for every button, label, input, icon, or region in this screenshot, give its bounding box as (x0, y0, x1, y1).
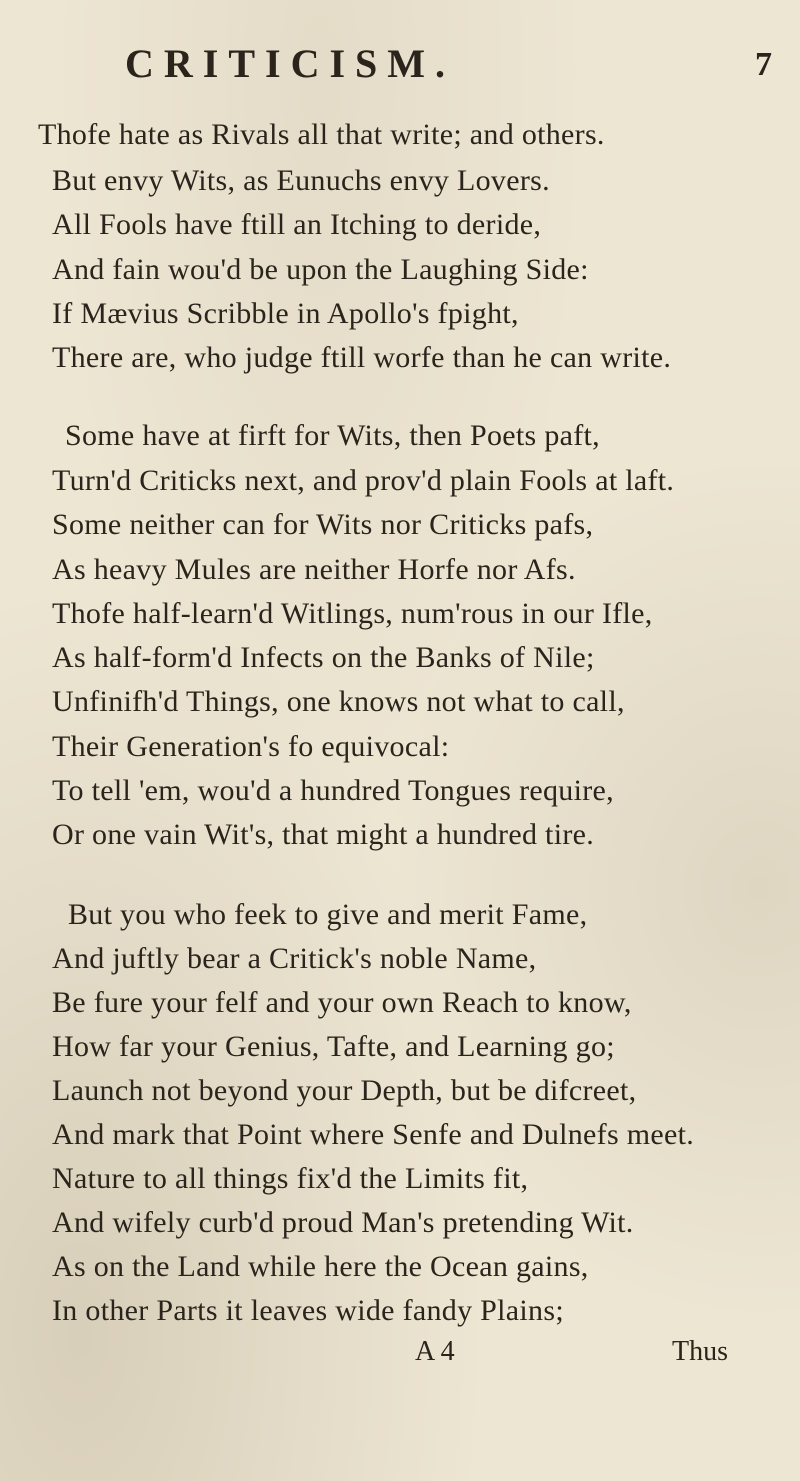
verse-line: Launch not beyond your Depth, but be difcreet, (52, 1074, 637, 1107)
verse-line: And juftly bear a Critick's noble Name, (52, 942, 537, 975)
verse-line: As half-form'd Infects on the Banks of Nile; (52, 641, 595, 674)
verse-line: In other Parts it leaves wide fandy Plains; (52, 1294, 564, 1327)
page-number: 7 (755, 46, 772, 83)
verse-line: As heavy Mules are neither Horfe nor Afs. (52, 553, 576, 586)
verse-line: Turn'd Criticks next, and prov'd plain Fools at laft. (52, 464, 675, 497)
verse-line: There are, who judge ftill worfe than he can write. (52, 341, 672, 374)
verse-line: Unfinifh'd Things, one knows not what to call, (52, 685, 625, 718)
verse-line: And wifely curb'd proud Man's pretending Wit. (52, 1206, 634, 1239)
signature-mark: A 4 (415, 1336, 455, 1367)
verse-line: If Mævius Scribble in Apollo's fpight, (52, 297, 519, 330)
verse-line: But envy Wits, as Eunuchs envy Lovers. (52, 164, 550, 197)
verse-line: Their Generation's fo equivocal: (52, 730, 450, 763)
verse-line: And mark that Point where Senfe and Dulnefs meet. (52, 1118, 695, 1151)
running-title: CRITICISM. (125, 41, 456, 86)
verse-line: As on the Land while here the Ocean gains, (52, 1250, 589, 1283)
verse-line: Or one vain Wit's, that might a hundred tire. (52, 818, 595, 851)
verse-line: Thofe hate as Rivals all that write; and others. (38, 118, 605, 151)
verse-line: Some have at firft for Wits, then Poets paft, (65, 419, 600, 452)
verse-line: Some neither can for Wits nor Criticks pafs, (52, 508, 594, 541)
verse-line: Be fure your felf and your own Reach to know, (52, 986, 632, 1019)
page-header (0, 40, 800, 90)
verse-line: Thofe half-learn'd Witlings, num'rous in our Ifle, (52, 597, 653, 630)
verse-line: All Fools have ftill an Itching to deride, (52, 208, 542, 241)
verse-line: And fain wou'd be upon the Laughing Side: (52, 253, 589, 286)
page-footer (0, 1336, 800, 1376)
verse-line: But you who feek to give and merit Fame, (68, 898, 588, 931)
verse-line: To tell 'em, wou'd a hundred Tongues require, (52, 774, 614, 807)
verse-line: How far your Genius, Tafte, and Learning go; (52, 1030, 615, 1063)
catchword: Thus (672, 1336, 728, 1367)
verse-line: Nature to all things fix'd the Limits fit, (52, 1162, 529, 1195)
